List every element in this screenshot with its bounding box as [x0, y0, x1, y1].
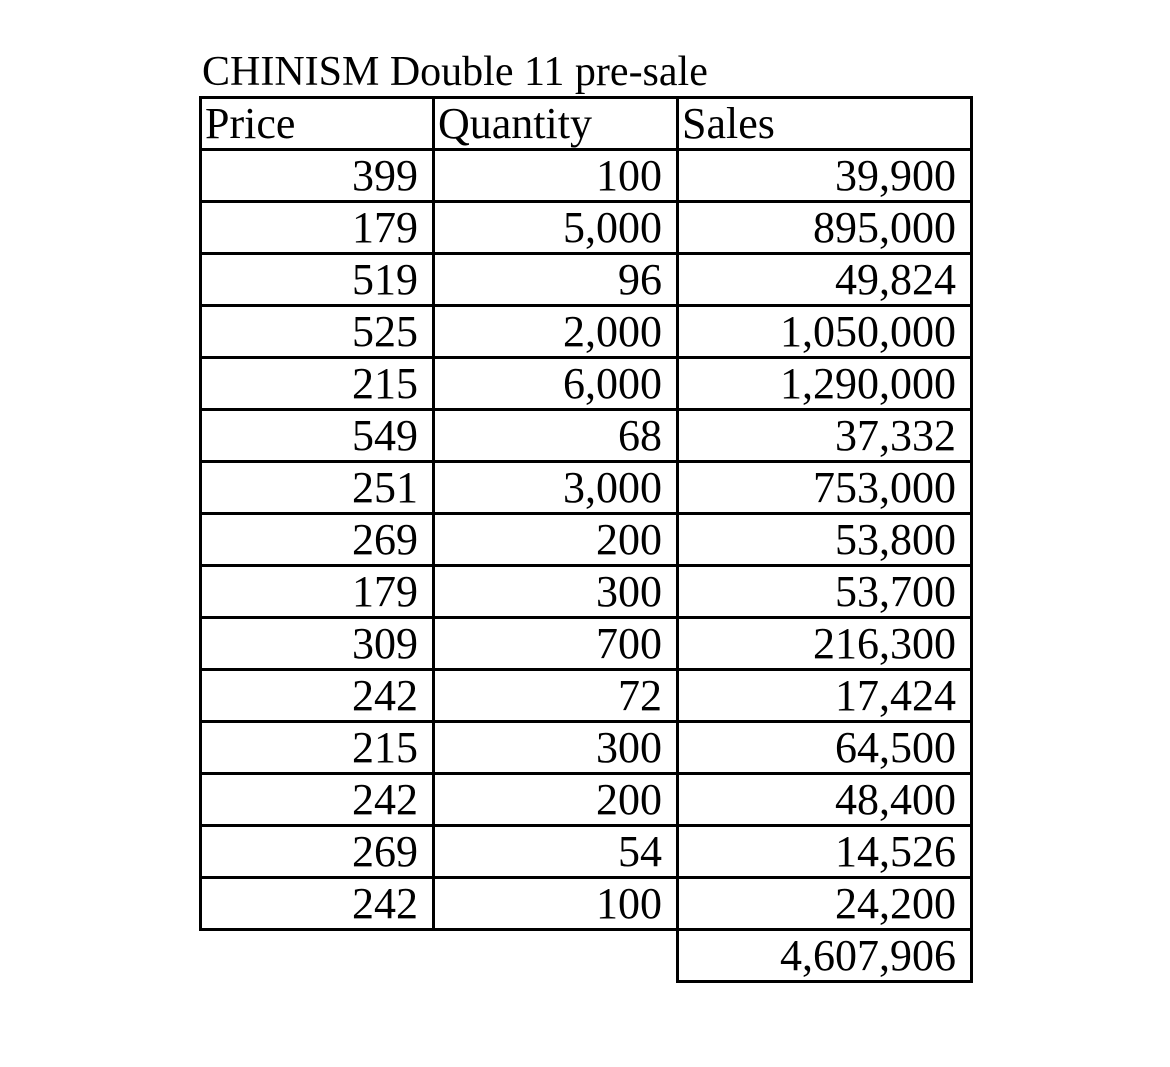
price-cell: 242 — [201, 670, 434, 722]
price-cell: 242 — [201, 878, 434, 930]
sales-cell: 216,300 — [678, 618, 972, 670]
quantity-cell: 2,000 — [434, 306, 678, 358]
sales-cell: 53,700 — [678, 566, 972, 618]
price-column-header: Price — [201, 98, 434, 150]
sales-cell: 39,900 — [678, 150, 972, 202]
sales-table — [199, 96, 973, 983]
sales-cell: 53,800 — [678, 514, 972, 566]
price-cell: 269 — [201, 826, 434, 878]
table-row — [201, 358, 972, 410]
table-row — [201, 566, 972, 618]
table-row — [201, 254, 972, 306]
table-row — [201, 618, 972, 670]
sales-cell: 37,332 — [678, 410, 972, 462]
sales-cell: 17,424 — [678, 670, 972, 722]
total-row — [201, 930, 972, 982]
table-row — [201, 462, 972, 514]
table-row — [201, 202, 972, 254]
price-cell: 215 — [201, 358, 434, 410]
total-sales-cell: 4,607,906 — [678, 930, 972, 982]
price-cell: 251 — [201, 462, 434, 514]
price-cell: 215 — [201, 722, 434, 774]
quantity-cell: 100 — [434, 150, 678, 202]
quantity-cell: 96 — [434, 254, 678, 306]
quantity-cell: 6,000 — [434, 358, 678, 410]
table-row — [201, 514, 972, 566]
empty-cell — [201, 930, 434, 982]
quantity-cell: 3,000 — [434, 462, 678, 514]
header-row — [201, 98, 972, 150]
quantity-cell: 68 — [434, 410, 678, 462]
sales-cell: 14,526 — [678, 826, 972, 878]
table-row — [201, 774, 972, 826]
quantity-cell: 300 — [434, 722, 678, 774]
table-row — [201, 150, 972, 202]
price-cell: 549 — [201, 410, 434, 462]
price-cell: 525 — [201, 306, 434, 358]
quantity-cell: 200 — [434, 774, 678, 826]
price-cell: 519 — [201, 254, 434, 306]
quantity-cell: 200 — [434, 514, 678, 566]
table-row — [201, 410, 972, 462]
price-cell: 269 — [201, 514, 434, 566]
quantity-cell: 72 — [434, 670, 678, 722]
quantity-cell: 300 — [434, 566, 678, 618]
quantity-cell: 5,000 — [434, 202, 678, 254]
price-cell: 309 — [201, 618, 434, 670]
table-row — [201, 826, 972, 878]
sales-cell: 1,050,000 — [678, 306, 972, 358]
price-cell: 179 — [201, 566, 434, 618]
price-cell: 242 — [201, 774, 434, 826]
table-row — [201, 878, 972, 930]
sales-cell: 24,200 — [678, 878, 972, 930]
sheet-title: CHINISM Double 11 pre-sale — [202, 49, 708, 95]
sales-column-header: Sales — [678, 98, 972, 150]
price-cell: 399 — [201, 150, 434, 202]
price-cell: 179 — [201, 202, 434, 254]
sales-cell: 895,000 — [678, 202, 972, 254]
sales-cell: 753,000 — [678, 462, 972, 514]
table-row — [201, 306, 972, 358]
sales-cell: 48,400 — [678, 774, 972, 826]
quantity-cell: 100 — [434, 878, 678, 930]
table-row — [201, 670, 972, 722]
table-row — [201, 722, 972, 774]
sales-cell: 64,500 — [678, 722, 972, 774]
empty-cell — [434, 930, 678, 982]
sales-cell: 1,290,000 — [678, 358, 972, 410]
quantity-column-header: Quantity — [434, 98, 678, 150]
sales-cell: 49,824 — [678, 254, 972, 306]
quantity-cell: 54 — [434, 826, 678, 878]
quantity-cell: 700 — [434, 618, 678, 670]
